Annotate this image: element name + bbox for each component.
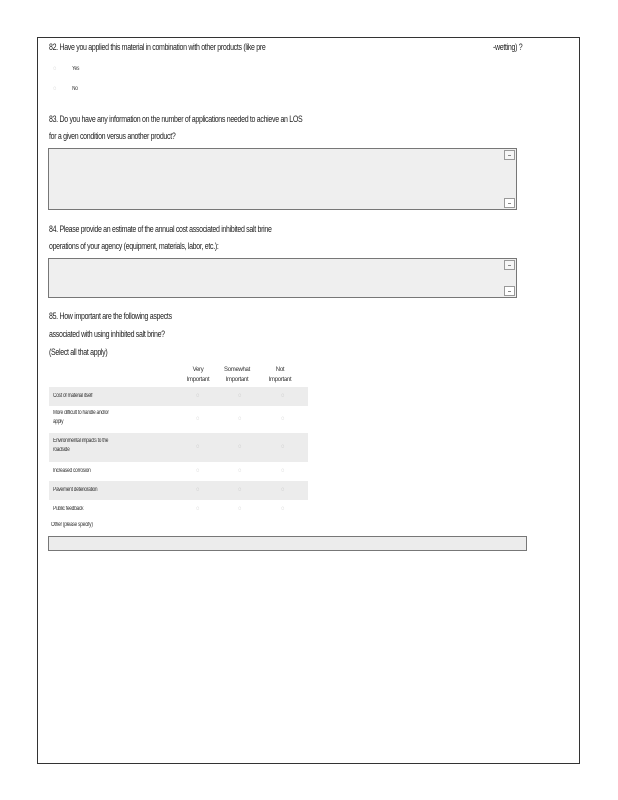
- radio-somewhat-important[interactable]: [238, 506, 245, 513]
- radio-somewhat-important[interactable]: [238, 468, 245, 475]
- q84-question-line1: 84. Please provide an estimate of the annual cost associated inhibited salt brine: [49, 224, 272, 234]
- radio-not-important[interactable]: [281, 393, 288, 400]
- row-label-continued: roadside: [53, 447, 70, 453]
- q82-option-no-label: No: [72, 86, 78, 92]
- radio-very-important[interactable]: [196, 393, 203, 400]
- row-label: Pavement deterioration: [53, 487, 98, 493]
- scroll-up-button[interactable]: [504, 260, 515, 270]
- radio-very-important[interactable]: [196, 468, 203, 475]
- matrix-row: [49, 462, 308, 481]
- column-header-not-important: Not Important: [268, 367, 292, 383]
- radio-somewhat-important[interactable]: [238, 416, 245, 423]
- row-label: More difficult to handle and/or: [53, 410, 109, 416]
- radio-very-important[interactable]: [196, 444, 203, 451]
- scroll-down-button[interactable]: [504, 286, 515, 296]
- radio-very-important[interactable]: [196, 506, 203, 513]
- row-label: Cost of material itself: [53, 393, 93, 399]
- radio-somewhat-important[interactable]: [238, 444, 245, 451]
- matrix-row: [49, 433, 308, 462]
- radio-not-important[interactable]: [281, 468, 288, 475]
- radio-somewhat-important[interactable]: [238, 393, 245, 400]
- q82-option-yes-label: Yes: [72, 66, 80, 72]
- row-label: Increased corrosion: [53, 468, 91, 474]
- column-header-somewhat-important: Somewhat Important: [224, 367, 250, 383]
- row-label: Environmental impacts to the: [53, 438, 109, 444]
- q82-question: 82. Have you applied this material in combination with other products (like pre: [49, 42, 266, 52]
- q83-textarea[interactable]: [48, 148, 517, 210]
- q85-question-line2: associated with using inhibited salt brine?: [49, 329, 165, 339]
- q84-textarea[interactable]: [48, 258, 517, 298]
- matrix-row: [49, 406, 308, 433]
- matrix-row: [49, 500, 308, 519]
- radio-very-important[interactable]: [196, 487, 203, 494]
- matrix-row: [49, 481, 308, 500]
- q82-radio-no[interactable]: [53, 86, 60, 93]
- q85-question-line1: 85. How important are the following aspects: [49, 311, 172, 321]
- row-label-continued: apply: [53, 419, 64, 425]
- matrix-row: [49, 387, 308, 406]
- other-specify-label: Other (please specify): [51, 522, 93, 528]
- column-header-very-important: Very Important: [186, 367, 210, 383]
- q82-question-end: -wetting) ?: [493, 42, 523, 52]
- other-specify-input[interactable]: [48, 536, 527, 551]
- q84-question-line2: operations of your agency (equipment, materials, labor, etc.):: [49, 241, 219, 251]
- scroll-up-button[interactable]: [504, 150, 515, 160]
- radio-not-important[interactable]: [281, 506, 288, 513]
- q83-question-line2: for a given condition versus another product?: [49, 131, 176, 141]
- q82-radio-yes[interactable]: [53, 66, 60, 73]
- radio-somewhat-important[interactable]: [238, 487, 245, 494]
- radio-not-important[interactable]: [281, 487, 288, 494]
- q83-question-line1: 83. Do you have any information on the number of applications needed to achieve an LOS: [49, 114, 303, 124]
- radio-not-important[interactable]: [281, 444, 288, 451]
- scroll-down-button[interactable]: [504, 198, 515, 208]
- radio-very-important[interactable]: [196, 416, 203, 423]
- q85-instruction: (Select all that apply): [49, 347, 108, 357]
- radio-not-important[interactable]: [281, 416, 288, 423]
- row-label: Public feedback: [53, 506, 84, 512]
